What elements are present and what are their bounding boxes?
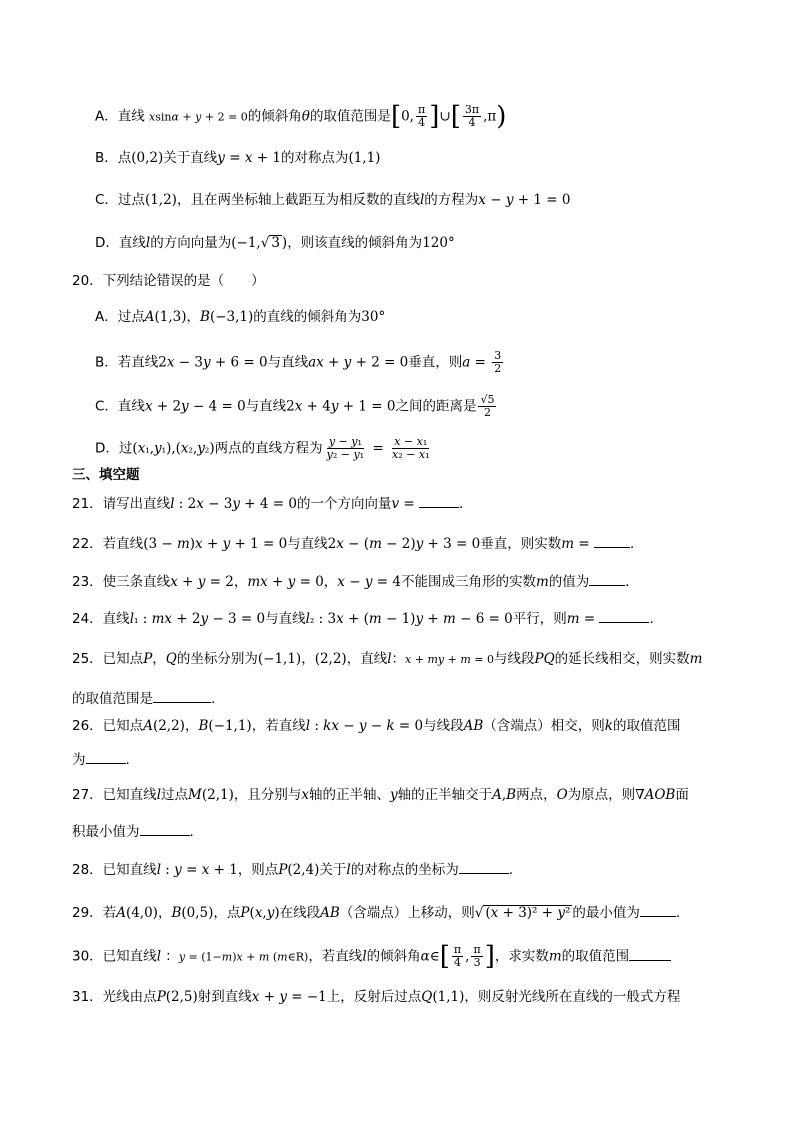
option-19-d: D．直线l的方向向量为(−1,√ 3 )，则该直线的倾斜角为120° [95, 235, 455, 251]
option-20-d: D．过(x₁,y₁),(x₂,y₂)两点的直线方程为 $\frac{\text{y − y₁}}{\text{y₂ − y₁}}$ = $\frac{\text{x − x₁}}{\text{x₂ − x₁}}$ [95, 435, 430, 461]
option-20-a: A．过点A(1,3)，B(−3,1)的直线的倾斜角为30° [95, 309, 386, 325]
question-27-cont: 积最小值为 ． [72, 821, 203, 842]
question-23: 23．使三条直线x + y = 2，mx + y = 0，x − y = 4不能围成三角形的实数m的值为 ． [72, 571, 639, 592]
question-22: 22．若直线(3 − m)x + y + 1 = 0与直线2x − (m − 2)y + 3 = 0垂直，则实数m = . [72, 533, 634, 554]
question-26: 26．已知点A(2,2)，B(−1,1)，若直线l : kx − y − k = 0与线段AB（含端点）相交，则k的取值范围 [72, 718, 681, 734]
question-20: 20．下列结论错误的是（ ） [72, 273, 265, 289]
question-25: 25．已知点P，Q的坐标分别为(−1,1)，(2,2)，直线l：x + my + m = 0与线段PQ的延长线相交，则实数m [72, 651, 703, 667]
question-28: 28．已知直线l : y = x + 1，则点P(2,4)关于l的对称点的坐标为 . [72, 859, 513, 880]
option-19-c: C．过点(1,2)，且在两坐标轴上截距互为相反数的直线l的方程为x − y + 1 = 0 [95, 192, 571, 208]
section-heading: 三、填空题 [72, 467, 140, 483]
option-19-b: B．点(0,2)关于直线y = x + 1的对称点为(1,1) [95, 150, 381, 166]
question-24: 24．直线l₁ : mx + 2y − 3 = 0与直线l₂ : 3x + (m − 1)y + m − 6 = 0平行，则m = . [72, 608, 654, 630]
question-27: 27．已知直线l过点M(2,1)，且分别与x轴的正半轴、y轴的正半轴交于A,B两点，O为原点，则∇AOB面 [72, 787, 689, 803]
question-31: 31．光线由点P(2,5)射到直线x + y = −1上，反射后过点Q(1,1)，则反射光线所在直线的一般式方程 [72, 989, 681, 1005]
option-19-a: A．直线 xsinα + y + 2 = 0的倾斜角θ的取值范围是[0, $\frac{\pi}{4}$ ]∪[ $\frac{3\pi}{4}$ ,π) [95, 101, 507, 132]
question-25-cont: 的取值范围是 . [72, 688, 215, 709]
question-26-cont: 为 . [72, 749, 130, 770]
option-20-c: C．直线x + 2y − 4 = 0与直线2x + 4y + 1 = 0之间的距离是 $\frac{√5}{2}$ [95, 393, 495, 419]
question-29: 29．若A(4,0)，B(0,5)，点P(x,y)在线段AB（含端点）上移动，则√ (x + 3)² + y² 的最小值为 . [72, 902, 680, 923]
question-30: 30．已知直线l ：y = (1−m)x + m (m∈R)，若直线l的倾斜角α∈[ $\frac{\pi}{4}$ , $\frac{\pi}{3}$ ]，求实数m的取值范围 [72, 944, 671, 969]
option-20-b: B．若直线2x − 3y + 6 = 0与直线ax + y + 2 = 0垂直，则a = $\frac{3}{2}$ [95, 349, 502, 375]
question-21: 21．请写出直线l : 2x − 3y + 4 = 0的一个方向向量v = ． [72, 493, 473, 514]
